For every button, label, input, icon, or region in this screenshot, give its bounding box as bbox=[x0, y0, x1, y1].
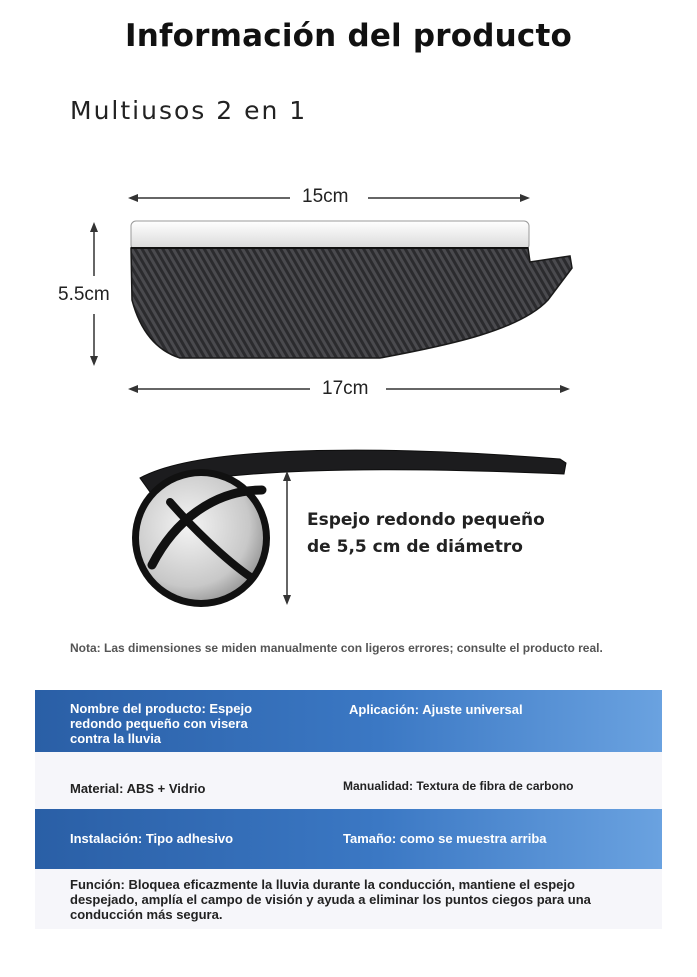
spec-row-material bbox=[35, 752, 662, 809]
spec-function: Función: Bloquea eficazmente la lluvia durante la conducción, mantiene el espejo despejado, amplía el campo de visión y ayuda a eliminar los puntos ciegos para una conducción más segura. bbox=[70, 877, 591, 922]
spec-size: Tamaño: como se muestra arriba bbox=[343, 831, 547, 846]
mirror-caption: Espejo redondo pequeño de 5,5 cm de diámetro bbox=[307, 510, 545, 557]
spec-application: Aplicación: Ajuste universal bbox=[349, 702, 523, 717]
spec-installation: Instalación: Tipo adhesivo bbox=[70, 831, 234, 846]
page-subtitle: Multiusos 2 en 1 bbox=[70, 96, 308, 125]
spec-row-name bbox=[35, 690, 662, 752]
spec-table bbox=[35, 690, 662, 929]
mirror-diameter-arrow bbox=[283, 471, 291, 605]
dimension-label-17cm: 17cm bbox=[316, 378, 374, 400]
spec-row-function bbox=[35, 869, 662, 929]
spec-product-name: Nombre del producto: Espejo redondo pequeño con visera contra la lluvia bbox=[70, 701, 253, 746]
page-title: Información del producto bbox=[124, 18, 573, 54]
visor-adhesive-strip bbox=[131, 221, 529, 250]
measurement-note: Nota: Las dimensiones se miden manualmente con ligeros errores; consulte el producto real. bbox=[70, 641, 603, 655]
spec-craft: Manualidad: Textura de fibra de carbono bbox=[343, 779, 574, 793]
dimension-label-15cm: 15cm bbox=[296, 186, 354, 208]
spec-row-installation bbox=[35, 809, 662, 869]
dimension-label-5-5cm: 5.5cm bbox=[58, 284, 110, 305]
visor-carbon-body bbox=[131, 248, 572, 358]
round-mirror bbox=[132, 469, 270, 607]
spec-material: Material: ABS + Vidrio bbox=[70, 781, 206, 796]
